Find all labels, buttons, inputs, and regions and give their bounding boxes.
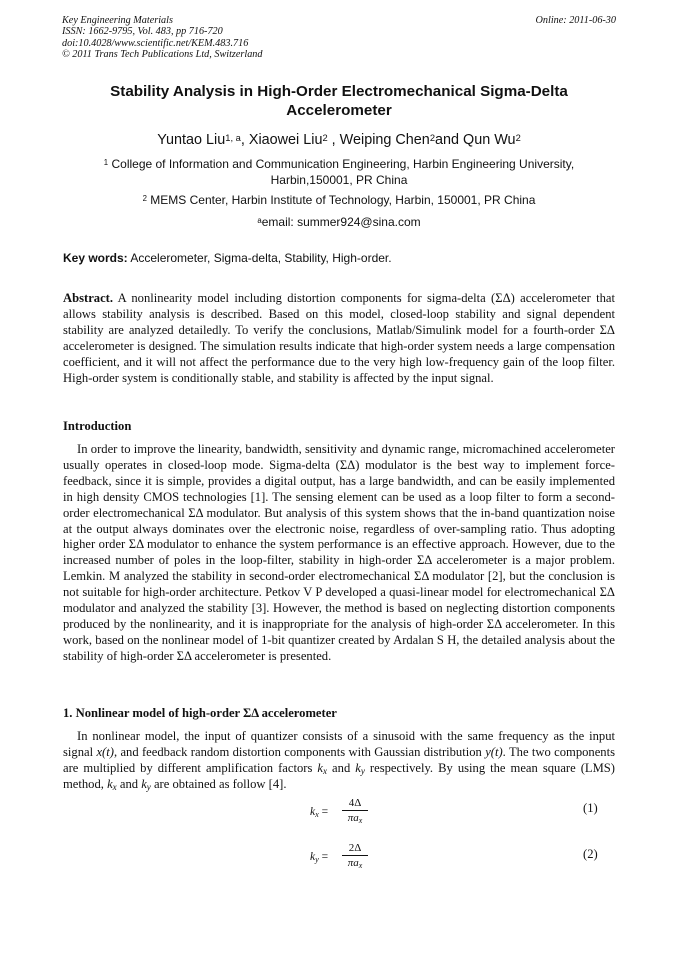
journal-name: Key Engineering Materials bbox=[62, 15, 173, 26]
author-1: Yuntao Liu bbox=[157, 132, 226, 148]
symbol-kx-2: $k_x$ bbox=[107, 776, 117, 792]
equation-2 bbox=[310, 842, 390, 881]
keywords-text: Accelerometer, Sigma-delta, Stability, High-order. bbox=[130, 251, 392, 265]
email-sup: a bbox=[257, 216, 262, 226]
affiliation-2 bbox=[70, 192, 608, 208]
affiliation-1-line-1: College of Information and Communication Engineering, Harbin Engineering University, bbox=[111, 157, 575, 171]
section-1-heading: 1. Nonlinear model of high-order ΣΔ accelerometer bbox=[63, 706, 337, 720]
keywords bbox=[63, 250, 615, 266]
and-word-2: and bbox=[116, 776, 142, 791]
introduction-paragraph: In order to improve the linearity, bandwidth, sensitivity and dynamic range, micromachined accelerometer usually operates in closed-loop mode. Sigma-delta (ΣΔ) modulator is the best way to implement force-feedback, since it is simple, provides a digital output, has a large bandwidth, and can be easily implemented in high density CMOS technologies [1]. The sensing element can be used as a loop filter to form a second-order electromechanical ΣΔ modulator. But analysis of this system shows that the in-band quantization noise at the output always dominates over the electronic noise, regardless of over-sampling ratio. Thus adopting higher order ΣΔ modulator to enhance the system performance is an effective approach. However, due to the increased number of poles in the loop-filter, stability in high-order ΣΔ accelerometer is a major problem. Lemkin. M analyzed the stability in second-order electromechanical ΣΔ modulator [2], but the conclusion is not suitable for high-order architecture. Petkov V P developed a quasi-linear model for electromechanical ΣΔ modulator and analyzed the stability [3]. However, the method is based on neglecting distortion components produced by the nonlinearity, and it is inappropriate for the analysis of high-order ΣΔ accelerometer. In this work, based on the nonlinear model of 1-bit quantizer created by Ardalan S H, the detailed analysis about the stability of high-order ΣΔ accelerometer is presented. bbox=[63, 442, 615, 663]
equation-1-numerator: 4Δ bbox=[342, 797, 368, 811]
online-date: Online: 2011-06-30 bbox=[535, 15, 616, 26]
author-1-sup: 1, a bbox=[225, 132, 241, 143]
and-word: and bbox=[327, 760, 356, 775]
affiliation-2-number: 2 bbox=[142, 194, 147, 204]
author-list: Yuntao Liu$^{1, a}$, Xiaowei Liu$^2$ , Weiping Chen$^2$and Qun Wu$^2$ bbox=[157, 132, 521, 148]
author-3-sup: 2 bbox=[429, 132, 436, 143]
section-1-text-a: In nonlinear model, the input of quantizer consists of a sinusoid with the same frequency as the input signal bbox=[63, 729, 615, 759]
paper-title bbox=[70, 82, 608, 120]
affiliation-1 bbox=[70, 156, 608, 188]
equation-1 bbox=[310, 797, 390, 836]
keywords-label: Key words: bbox=[63, 251, 128, 265]
section-1-text-e: are obtained as follow [4]. bbox=[150, 776, 287, 791]
title-line-2: Accelerometer bbox=[286, 102, 392, 119]
symbol-ky: $k_y$ bbox=[355, 760, 365, 777]
author-2-sup: 2 bbox=[322, 132, 328, 143]
equation-1-fraction bbox=[342, 797, 368, 824]
author-4-sup: 2 bbox=[515, 132, 521, 143]
journal-header bbox=[62, 15, 262, 60]
introduction-heading: Introduction bbox=[63, 419, 132, 433]
journal-issn: ISSN: 1662-9795, Vol. 483, pp 716-720 bbox=[62, 26, 223, 38]
equation-2-fraction bbox=[342, 842, 368, 869]
author-2: Xiaowei Liu bbox=[248, 132, 323, 148]
abstract-text: A nonlinearity model including distortion components for sigma-delta (ΣΔ) accelerometer that allows stability analysis is described. Based on this model, closed-loop stability and signal dependent stability are analyzed detailedly. To verify the conclusions, Matlab/Simulink model for a fourth-order ΣΔ accelerometer is designed. The simulation results indicate that high-order system needs a large compensation coefficient, and it will not affect the performance due to the very high low-frequency gain of the loop filter. High-order system is conditionally stable, and stability is affected by the input signal. bbox=[63, 291, 615, 385]
symbol-ky-2: $k_y$ bbox=[141, 776, 151, 792]
abstract bbox=[63, 291, 615, 386]
equation-1-denominator: $\pi a_x$ bbox=[347, 812, 363, 825]
section-1-text-d: respectively. By using the mean square (LMS) method, bbox=[63, 760, 615, 791]
section-1-paragraph bbox=[63, 729, 615, 793]
author-3: Weiping Chen bbox=[339, 132, 430, 148]
author-email bbox=[70, 214, 608, 230]
section-1-text-b: , and feedback random distortion components with Gaussian distribution bbox=[113, 744, 486, 759]
equation-2-denominator: $\pi a_x$ bbox=[347, 857, 363, 870]
equation-2-number: (2) bbox=[583, 847, 598, 861]
equation-1-lhs: $k_x$ = bbox=[310, 806, 329, 820]
equation-1-number: (1) bbox=[583, 801, 598, 815]
journal-copyright: © 2011 Trans Tech Publications Ltd, Switzerland bbox=[62, 48, 263, 60]
equation-2-lhs: $k_y$ = bbox=[310, 851, 329, 865]
affiliation-1-line-2: Harbin,150001, PR China bbox=[270, 173, 408, 187]
equation-2-numerator: 2Δ bbox=[342, 842, 368, 856]
section-1-text-c: . The two components are multiplied by different amplification factors bbox=[63, 744, 615, 775]
email-text: email: summer924@sina.com bbox=[261, 215, 421, 229]
journal-doi: doi:10.4028/www.scientific.net/KEM.483.716 bbox=[62, 37, 249, 49]
author-4: Qun Wu bbox=[463, 132, 516, 148]
symbol-y-t: y(t) bbox=[485, 744, 503, 759]
author-4-prefix: and bbox=[435, 132, 464, 148]
affiliation-2-text: MEMS Center, Harbin Institute of Technology, Harbin, 150001, PR China bbox=[150, 193, 536, 207]
affiliation-1-number: 1 bbox=[103, 158, 109, 168]
title-line-1: Stability Analysis in High-Order Electromechanical Sigma-Delta bbox=[110, 83, 568, 100]
abstract-label: Abstract. bbox=[63, 291, 114, 305]
symbol-x-t: x(t) bbox=[96, 744, 114, 759]
symbol-kx: $k_x$ bbox=[317, 760, 328, 777]
